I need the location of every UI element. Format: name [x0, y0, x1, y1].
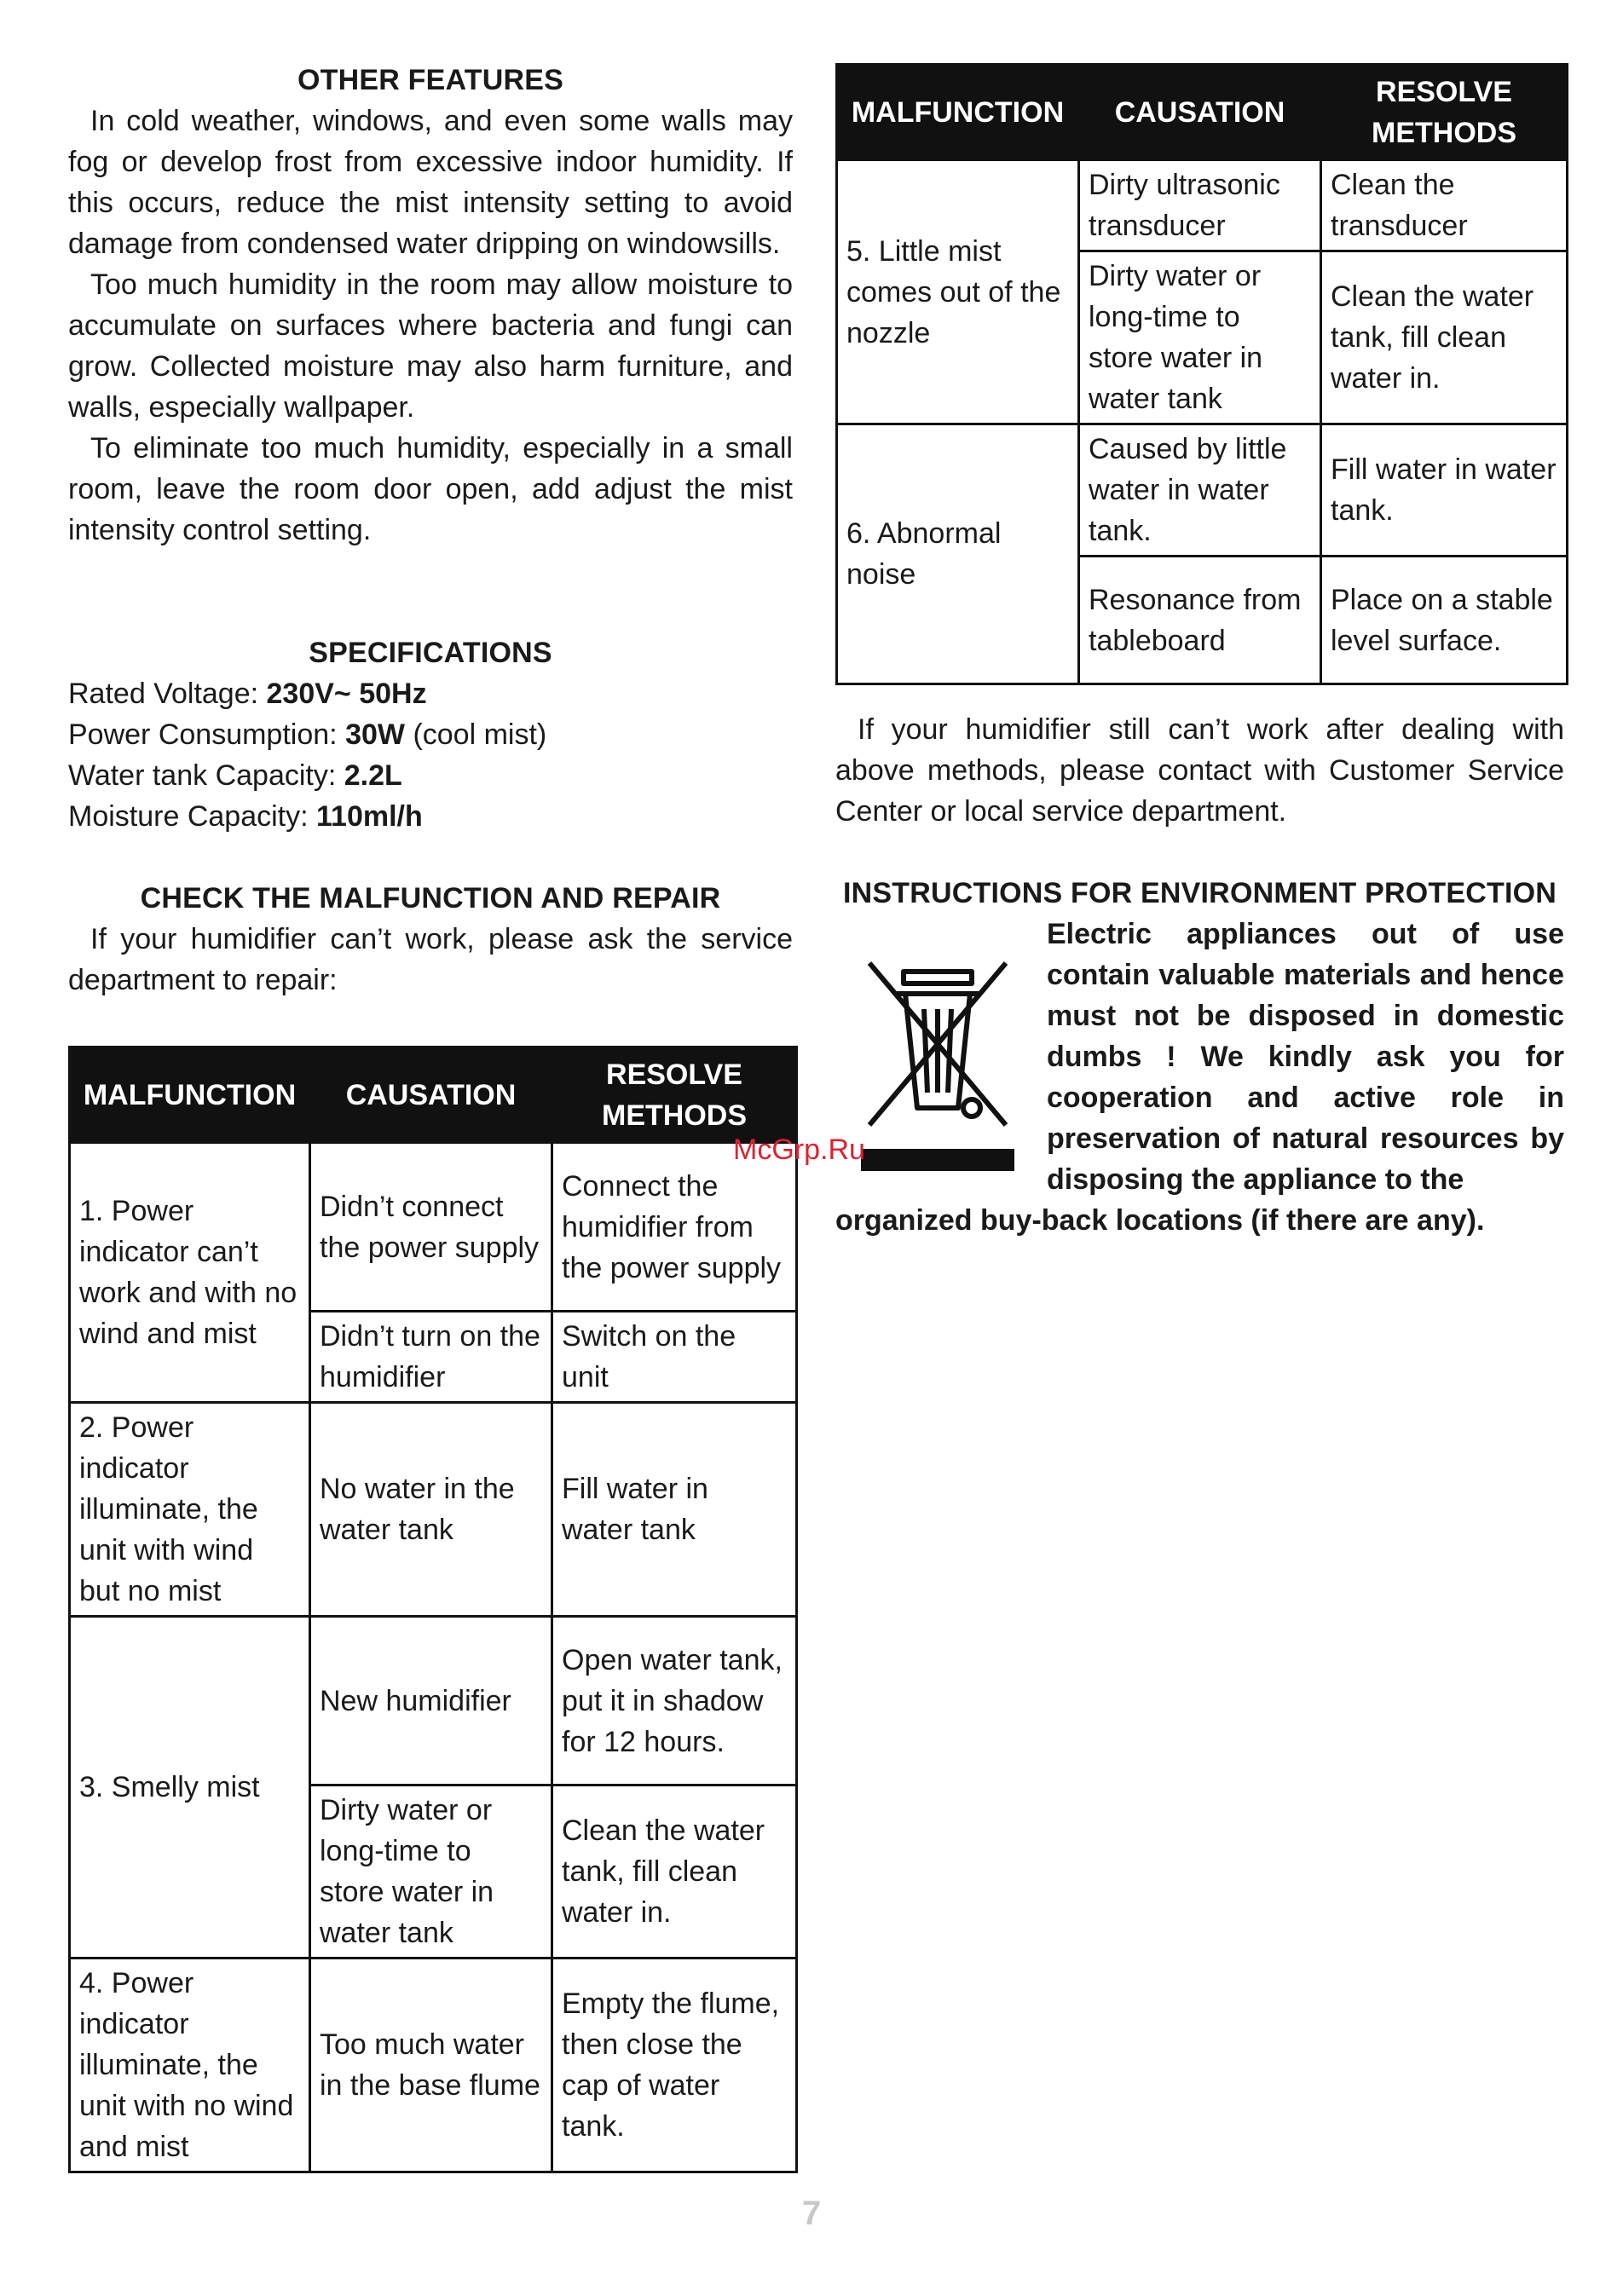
- malfunction-table-left: [68, 1046, 798, 2173]
- cause-3b: Dirty water or long-time to store water in water tank: [310, 1785, 552, 1959]
- fix-4: Empty the flume, then close the cap of water tank.: [552, 1959, 797, 2172]
- cause-6b: Resonance from tableboard: [1079, 557, 1321, 684]
- environment-title: INSTRUCTIONS FOR ENVIRONMENT PROTECTION: [842, 877, 1557, 909]
- spec-tank: Water tank Capacity: 2.2L: [68, 759, 402, 792]
- watermark: McGrp.Ru: [733, 1134, 865, 1166]
- fix-3b: Clean the water tank, fill clean water in.: [552, 1785, 797, 1959]
- fix-5a: Clean the transducer: [1321, 160, 1568, 251]
- cause-5a: Dirty ultrasonic transducer: [1079, 160, 1321, 251]
- header-causation-right: CAUSATION: [1079, 65, 1321, 160]
- header-resolve-right: RESOLVE METHODS: [1321, 65, 1568, 160]
- crossed-out-bin-icon: [852, 946, 1023, 1185]
- cause-2: No water in the water tank: [310, 1403, 552, 1617]
- header-resolve: RESOLVE METHODS: [552, 1047, 797, 1143]
- malfunction-3: 3. Smelly mist: [70, 1617, 310, 1959]
- specifications-title: SPECIFICATIONS: [309, 637, 552, 669]
- fix-6b: Place on a stable level surface.: [1321, 557, 1568, 684]
- cause-1a: Didn’t connect the power supply: [310, 1143, 552, 1312]
- malfunction-4: 4. Power indicator illuminate, the unit with no wind and mist: [70, 1959, 310, 2172]
- malfunction-6: 6. Abnormal noise: [837, 424, 1079, 684]
- fix-6a: Fill water in water tank.: [1321, 424, 1568, 557]
- fix-2: Fill water in water tank: [552, 1403, 797, 1617]
- malfunction-table-right: [835, 63, 1568, 685]
- cause-3a: New humidifier: [310, 1617, 552, 1785]
- spec-moisture: Moisture Capacity: 110ml/h: [68, 800, 423, 833]
- other-features-p3: To eliminate too much humidity, especially in a small room, leave the room door open, add adjust the mist intensity control setting.: [68, 432, 793, 546]
- fix-1b: Switch on the unit: [552, 1312, 797, 1403]
- after-table-text: If your humidifier still can’t work after dealing with above methods, please contact with Customer Service Center or local service department.: [835, 713, 1564, 828]
- check-intro: If your humidifier can’t work, please ask the service department to repair:: [68, 923, 793, 996]
- fix-3a: Open water tank, put it in shadow for 12 hours.: [552, 1617, 797, 1785]
- spec-rated-voltage: Rated Voltage: 230V~ 50Hz: [68, 678, 427, 710]
- fix-5b: Clean the water tank, fill clean water in.: [1321, 251, 1568, 424]
- check-title: CHECK THE MALFUNCTION AND REPAIR: [140, 882, 721, 914]
- fix-1a: Connect the humidifier from the power supply: [552, 1143, 797, 1312]
- environment-text-tail: organized buy-back locations (if there are any).: [835, 1204, 1485, 1237]
- page-number: 7: [801, 2195, 822, 2232]
- spec-power: Power Consumption: 30W (cool mist): [68, 718, 547, 751]
- malfunction-1: 1. Power indicator can’t work and with no wind and mist: [70, 1143, 310, 1403]
- malfunction-2: 2. Power indicator illuminate, the unit with wind but no mist: [70, 1403, 310, 1617]
- cause-6a: Caused by little water in water tank.: [1079, 424, 1321, 557]
- cause-5b: Dirty water or long-time to store water in water tank: [1079, 251, 1321, 424]
- cause-1b: Didn’t turn on the humidifier: [310, 1312, 552, 1403]
- other-features-title: OTHER FEATURES: [297, 64, 563, 96]
- header-malfunction-right: MALFUNCTION: [837, 65, 1079, 160]
- header-malfunction: MALFUNCTION: [70, 1047, 310, 1143]
- malfunction-5: 5. Little mist comes out of the nozzle: [837, 160, 1079, 424]
- header-causation: CAUSATION: [310, 1047, 552, 1143]
- other-features-p2: Too much humidity in the room may allow moisture to accumulate on surfaces where bacteria and fungi can grow. Collected moisture may also harm furniture, and walls, especially wallpaper.: [68, 268, 793, 424]
- other-features-p1: In cold weather, windows, and even some walls may fog or develop frost from excessive indoor humidity. If this occurs, reduce the mist intensity setting to avoid damage from condensed water dripping on windowsills.: [68, 105, 793, 260]
- environment-text: Electric appliances out of use contain valuable materials and hence must not be disposed in domestic dumbs ! We kindly ask you for cooperation and active role in preservation of natural resources by disposing the appliance to the: [1047, 918, 1564, 1196]
- cause-4: Too much water in the base flume: [310, 1959, 552, 2172]
